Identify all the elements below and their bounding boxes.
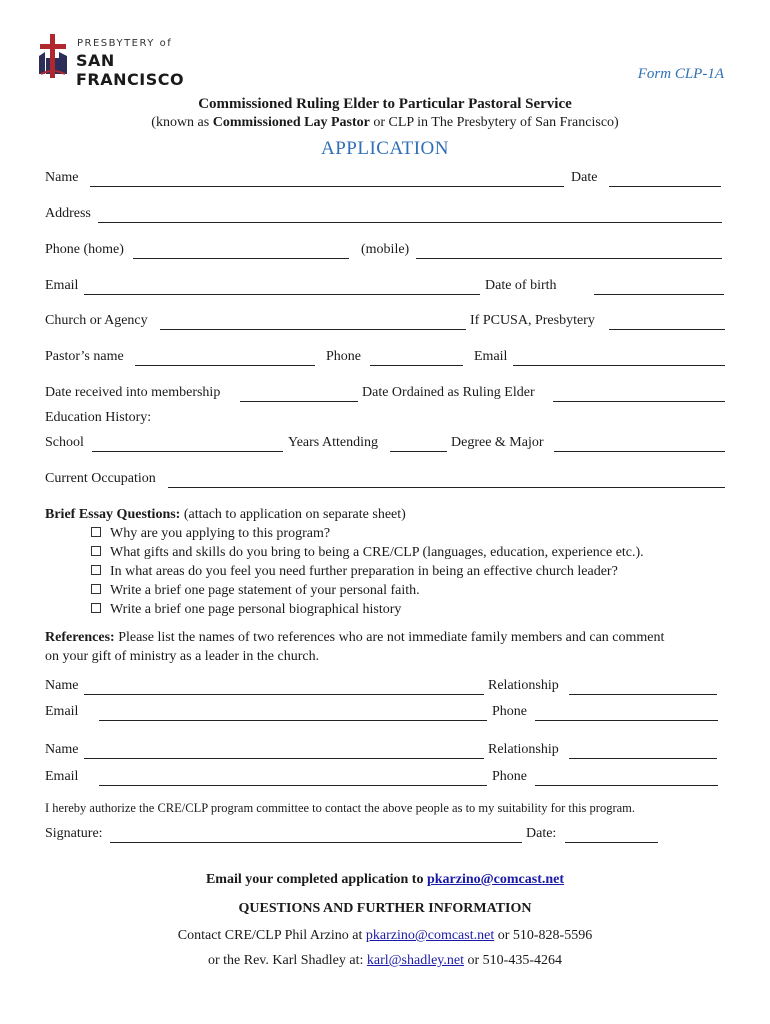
essay-question-3 [91, 564, 618, 580]
essay-question-5 [91, 602, 401, 618]
school-label: School [45, 435, 84, 450]
checkbox-icon [91, 565, 101, 575]
date-ordained-field[interactable] [553, 401, 725, 402]
subtitle-pre: (known as [151, 115, 213, 130]
logo-line-1: PRESBYTERY of [77, 38, 173, 49]
phone-home-label: Phone (home) [45, 242, 124, 257]
references-text-1 [45, 630, 664, 646]
ref1-phone-label: Phone [492, 704, 527, 719]
date-received-label: Date received into membership [45, 385, 221, 400]
email-prompt [0, 872, 770, 888]
pastor-phone-label: Phone [326, 349, 361, 364]
essay-question-text: What gifts and skills do you bring to being a CRE/CLP (languages, education, experience etc.). [110, 545, 644, 560]
subtitle-post: or CLP in The Presbytery of San Francisco) [369, 115, 619, 130]
authorization-text: I hereby authorize the CRE/CLP program committee to contact the above people as to my suitability for this program. [45, 801, 636, 815]
contact2-email-link[interactable]: karl@shadley.net [366, 953, 464, 968]
ref2-relationship-field[interactable] [569, 758, 717, 759]
essay-question-text: In what areas do you feel you need further preparation in being an effective church leader? [110, 564, 618, 579]
mobile-field[interactable] [416, 258, 722, 259]
presbytery-logo [37, 34, 227, 89]
ref2-name-field[interactable] [84, 758, 484, 759]
ref1-phone-field[interactable] [535, 720, 718, 721]
contact2-pre: or the Rev. Karl Shadley at: [207, 953, 367, 968]
pastor-phone-field[interactable] [370, 365, 463, 366]
date-label: Date [571, 170, 598, 185]
date-ordained-label: Date Ordained as Ruling Elder [362, 385, 535, 400]
years-attending-field[interactable] [390, 451, 447, 452]
references-text-2: on your gift of ministry as a leader in the church. [45, 649, 320, 664]
ref2-email-field[interactable] [99, 785, 487, 786]
essay-question-text: Why are you applying to this program? [110, 526, 331, 541]
pastors-name-field[interactable] [135, 365, 315, 366]
checkbox-icon [91, 527, 101, 537]
pcusa-presbytery-field[interactable] [609, 329, 725, 330]
years-attending-label: Years Attending [288, 435, 378, 450]
email-field[interactable] [84, 294, 480, 295]
essay-heading-bold: Brief Essay Questions: [45, 507, 181, 522]
ref2-email-label: Email [45, 769, 79, 784]
ref1-relationship-field[interactable] [569, 694, 717, 695]
ref1-email-label: Email [45, 704, 79, 719]
contact1-pre: Contact CRE/CLP Phil Arzino at [177, 928, 366, 943]
contact-line-2 [0, 953, 770, 969]
pcusa-presbytery-label: If PCUSA, Presbytery [470, 313, 595, 328]
ref2-phone-label: Phone [492, 769, 527, 784]
questions-heading: QUESTIONS AND FURTHER INFORMATION [238, 901, 532, 916]
pastor-email-field[interactable] [513, 365, 725, 366]
contact1-post: or 510-828-5596 [494, 928, 593, 943]
ref2-name-label: Name [45, 742, 79, 757]
name-field[interactable] [90, 186, 564, 187]
current-occupation-label: Current Occupation [45, 471, 156, 486]
email-label: Email [45, 278, 79, 293]
signature-date-field[interactable] [565, 842, 658, 843]
ref1-name-field[interactable] [84, 694, 484, 695]
logo-line-2: SAN FRANCISCO [76, 51, 185, 89]
degree-major-field[interactable] [554, 451, 725, 452]
ref1-name-label: Name [45, 678, 79, 693]
checkbox-icon [91, 546, 101, 556]
date-of-birth-field[interactable] [594, 294, 724, 295]
church-label: Church or Agency [45, 313, 148, 328]
current-occupation-field[interactable] [168, 487, 725, 488]
contact-line-1 [0, 928, 770, 944]
name-label: Name [45, 170, 79, 185]
essay-note: (attach to application on separate sheet) [180, 507, 406, 522]
pastors-name-label: Pastor’s name [45, 349, 124, 364]
ref1-email-field[interactable] [99, 720, 487, 721]
essay-question-1 [91, 526, 330, 542]
pastor-email-label: Email [474, 349, 508, 364]
essay-question-2 [91, 545, 644, 561]
checkbox-icon [91, 584, 101, 594]
contact2-post: or 510-435-4264 [464, 953, 562, 968]
school-field[interactable] [92, 451, 283, 452]
form-id: Form CLP-1A [637, 66, 724, 82]
signature-field[interactable] [110, 842, 522, 843]
submit-email-link[interactable]: pkarzino@comcast.net [426, 872, 565, 887]
ref1-relationship-label: Relationship [488, 678, 559, 693]
essay-heading [45, 507, 406, 523]
date-field[interactable] [609, 186, 721, 187]
ref2-phone-field[interactable] [535, 785, 718, 786]
education-history-label: Education History: [45, 410, 152, 425]
mobile-label: (mobile) [361, 242, 410, 257]
references-heading: References: [45, 630, 115, 645]
essay-question-text: Write a brief one page personal biographical history [110, 602, 402, 617]
subtitle-bold: Commissioned Lay Pastor [212, 115, 370, 130]
address-field[interactable] [98, 222, 722, 223]
application-heading: APPLICATION [321, 138, 449, 159]
essay-question-text: Write a brief one page statement of your personal faith. [110, 583, 420, 598]
contact1-email-link[interactable]: pkarzino@comcast.net [365, 928, 495, 943]
address-label: Address [45, 206, 91, 221]
form-subtitle [0, 115, 770, 131]
degree-major-label: Degree & Major [451, 435, 544, 450]
essay-question-4 [91, 583, 420, 599]
form-title: Commissioned Ruling Elder to Particular Pastoral Service [198, 96, 572, 112]
phone-home-field[interactable] [133, 258, 349, 259]
signature-label: Signature: [45, 826, 103, 841]
ref2-relationship-label: Relationship [488, 742, 559, 757]
checkbox-icon [91, 603, 101, 613]
church-field[interactable] [160, 329, 466, 330]
signature-date-label: Date: [526, 826, 557, 841]
cross-seal-icon [37, 34, 69, 78]
email-prompt-text: Email your completed application to [205, 872, 427, 887]
date-received-field[interactable] [240, 401, 358, 402]
references-line-1: Please list the names of two references who are not immediate family members and can comment [114, 630, 665, 645]
date-of-birth-label: Date of birth [485, 278, 557, 293]
